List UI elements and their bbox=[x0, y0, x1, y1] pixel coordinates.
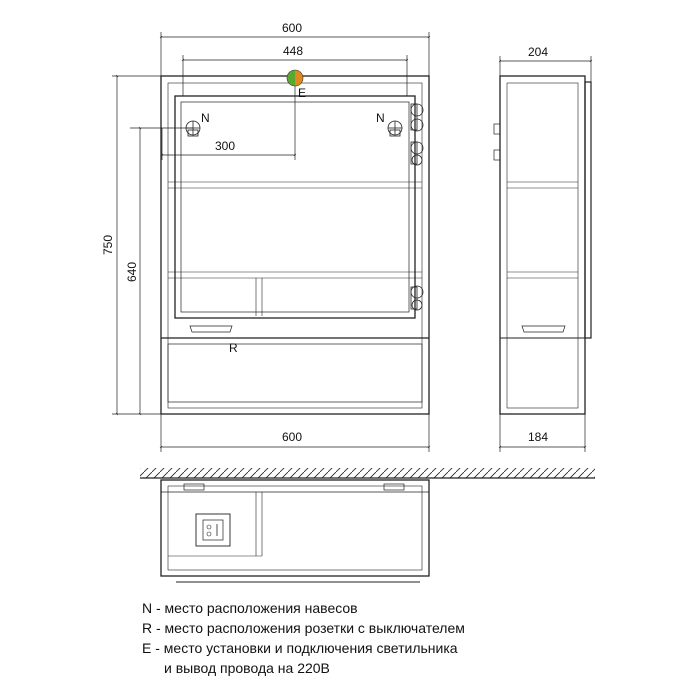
dim-side-top-depth: 204 bbox=[528, 45, 549, 59]
top-view bbox=[140, 468, 595, 582]
legend-line-e1: E - место установки и подключения светильника bbox=[142, 640, 458, 656]
dim-total-height: 750 bbox=[101, 234, 115, 255]
mark-hanger-left: N bbox=[201, 111, 210, 125]
dim-inner-height: 640 bbox=[125, 261, 139, 282]
light-point-icon bbox=[287, 70, 303, 86]
side-view bbox=[494, 76, 591, 414]
hanger-right-icon bbox=[388, 121, 402, 136]
side-dimensions bbox=[500, 56, 591, 452]
mark-socket: R bbox=[229, 341, 238, 355]
dim-side-bottom-depth: 184 bbox=[528, 430, 549, 444]
dim-front-bottom-width: 600 bbox=[282, 430, 303, 444]
mark-light-point: E bbox=[298, 86, 307, 100]
legend bbox=[142, 598, 465, 678]
wall-hatch bbox=[140, 468, 595, 478]
legend-line-e2: и вывод провода на 220В bbox=[164, 660, 330, 676]
dim-front-inner-width: 448 bbox=[283, 44, 304, 58]
hanger-left-icon bbox=[186, 121, 200, 136]
dim-front-top-width: 600 bbox=[282, 21, 303, 35]
front-dimensions bbox=[112, 32, 429, 452]
door-hinges bbox=[411, 104, 423, 310]
dim-hanger-distance: 300 bbox=[215, 139, 236, 153]
legend-line-n: N - место расположения навесов bbox=[142, 600, 358, 616]
side-door bbox=[585, 82, 591, 338]
legend-line-r: R - место расположения розетки с выключателем bbox=[142, 620, 465, 636]
mark-hanger-right: N bbox=[376, 111, 385, 125]
socket-icon bbox=[196, 514, 230, 546]
side-body bbox=[500, 76, 585, 414]
